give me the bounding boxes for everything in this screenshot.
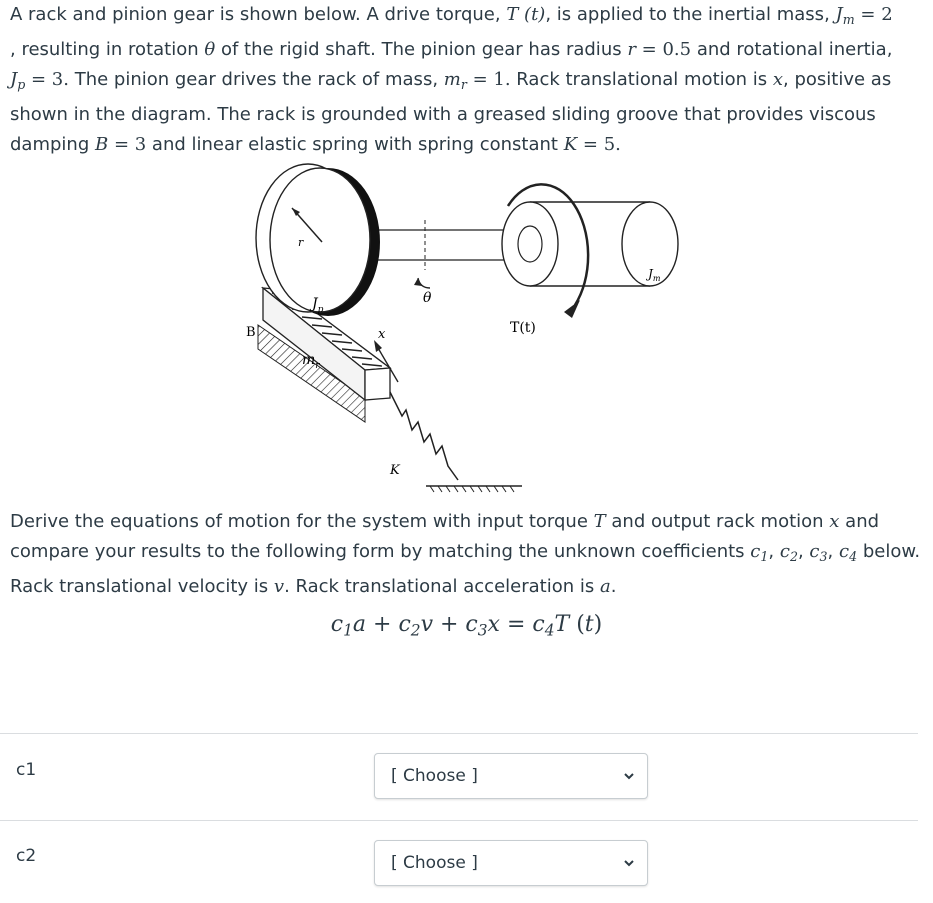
label-B: B (246, 325, 256, 340)
math-symbol: T (t) (506, 4, 546, 25)
math-symbol: a (352, 612, 367, 637)
math-symbol: a (599, 575, 611, 597)
math-symbol: x (829, 511, 840, 532)
text-fragment: Rack translational velocity is (10, 575, 274, 597)
question-label-c1: c1 (16, 760, 37, 780)
math-text: = 1. (466, 68, 511, 90)
math-symbol: v (273, 575, 285, 597)
math-text: = 0.5 (635, 38, 692, 60)
math-text: = 3 (108, 133, 147, 155)
text-fragment: Derive the equations of motion for the system with input torque (10, 511, 594, 532)
math-symbol: c (779, 541, 790, 562)
text-line (10, 0, 922, 35)
text-fragment: of the rigid shaft. The pinion gear has radius (215, 38, 628, 60)
text-fragment: damping (10, 133, 95, 155)
math-subscript: r (460, 76, 467, 92)
c2-select[interactable] (374, 840, 648, 886)
math-text: = (499, 612, 533, 637)
math-symbol: m (443, 68, 461, 90)
divider (0, 733, 918, 734)
math-symbol: J (835, 4, 843, 25)
text-fragment: , resulting in rotation (10, 38, 205, 60)
math-text: = 5. (577, 133, 621, 155)
text-fragment: , (797, 541, 810, 562)
text-fragment: . Rack translational acceleration is (284, 575, 600, 597)
text-fragment: compare your results to the following form by matching the unknown coefficients (10, 541, 751, 562)
math-symbol: r (627, 38, 636, 60)
math-text: ) (593, 612, 603, 637)
math-symbol: c (838, 541, 850, 562)
math-subscript: 2 (410, 621, 421, 640)
text-line (10, 35, 922, 65)
math-text: = 3. (25, 68, 69, 90)
math-text: + (366, 612, 399, 637)
math-subscript: 4 (849, 548, 858, 564)
c1-select-value: [ Choose ] (391, 766, 478, 786)
text-fragment: , is applied to the inertial mass, (545, 4, 836, 25)
text-line (10, 130, 922, 160)
math-symbol: T (593, 511, 606, 532)
label-torque: T(t) (510, 320, 536, 336)
target-equation (0, 612, 933, 640)
spring (390, 392, 522, 492)
math-symbol: c (398, 612, 411, 637)
math-subscript: m (842, 11, 855, 27)
label-r: r (298, 236, 304, 249)
label-jm: $J_m$ (648, 267, 661, 283)
math-symbol: c (532, 612, 545, 637)
derive-instructions (10, 507, 922, 602)
label-x: x (378, 327, 386, 342)
math-symbol: c (750, 541, 761, 562)
text-fragment: and output rack motion (605, 511, 830, 532)
math-subscript: 1 (760, 548, 769, 564)
label-theta: θ (423, 290, 432, 306)
math-subscript: 3 (477, 621, 488, 640)
math-symbol: c (465, 612, 478, 637)
math-subscript: 2 (789, 548, 798, 564)
math-symbol: J (10, 68, 18, 90)
math-symbol: B (94, 133, 109, 155)
text-line (10, 100, 922, 130)
text-fragment: below. (857, 541, 921, 562)
text-line (10, 572, 922, 602)
text-line (10, 507, 922, 537)
text-fragment: and (839, 511, 880, 532)
text-fragment: , positive as (783, 68, 892, 90)
math-text: ( (569, 612, 585, 637)
question-label-c2: c2 (16, 846, 37, 866)
c2-select-value: [ Choose ] (391, 853, 478, 873)
text-fragment: and rotational inertia, (691, 38, 893, 60)
math-symbol: x (487, 612, 500, 637)
chevron-down-icon (623, 770, 635, 782)
math-symbol: c (809, 541, 820, 562)
label-K: K (390, 463, 400, 478)
math-symbol: T (554, 612, 570, 637)
divider (0, 820, 918, 821)
math-subscript: p (17, 76, 26, 92)
math-symbol: θ (204, 38, 216, 60)
text-fragment: The pinion gear drives the rack of mass, (68, 68, 444, 90)
theta-arrow (414, 278, 430, 288)
text-line (10, 65, 922, 100)
math-subscript: 4 (544, 621, 555, 640)
math-symbol: x (772, 68, 784, 90)
text-fragment: shown in the diagram. The rack is grounded with a greased sliding groove that provides viscous (10, 103, 876, 125)
label-mr: $m_r$ (302, 352, 320, 371)
text-fragment: , (827, 541, 839, 562)
text-fragment: and linear elastic spring with spring constant (146, 133, 564, 155)
math-symbol: c (330, 612, 344, 637)
math-symbol: K (563, 133, 578, 155)
math-subscript: 3 (819, 548, 828, 564)
text-fragment: , (768, 541, 780, 562)
text-fragment: Rack translational motion is (510, 68, 773, 90)
c1-select[interactable] (374, 753, 648, 799)
math-text: = 2 (854, 4, 893, 25)
math-symbol: t (584, 612, 594, 637)
text-fragment: A rack and pinion gear is shown below. A drive torque, (10, 4, 507, 25)
pinion-gear (256, 164, 380, 316)
problem-intro (10, 0, 922, 160)
math-text: + (433, 612, 466, 637)
chevron-down-icon (623, 857, 635, 869)
math-subscript: 1 (343, 621, 353, 640)
rack-pinion-diagram (230, 160, 700, 505)
math-symbol: v (420, 612, 433, 637)
text-line (10, 537, 922, 572)
label-jp: $J_p$ (312, 296, 324, 315)
text-fragment: . (610, 575, 617, 597)
